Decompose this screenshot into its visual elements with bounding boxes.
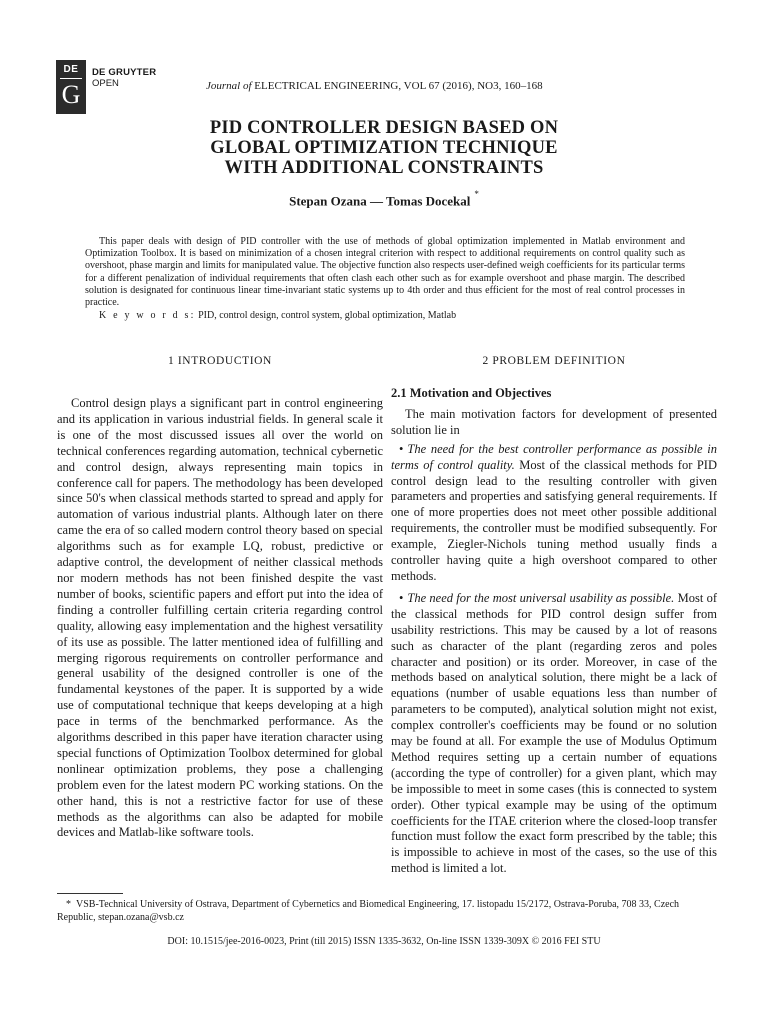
- footnote-divider: [57, 893, 123, 894]
- section-1-body: Control design plays a significant part in control engineering and its application in various industrial fields. In general scale it is one of the most discussed issues all over the world on technical conferences regarding automation, technical cybernetic and control design, always representing main topics in conference call for papers. The methodology has been developed since 50's when classical methods started to spread and apply for automation of various industrial plants. Although later on there came the era of so called modern control theory based on special algorithms such as for example LQ, robust, predictive or adaptive control, the development of neither classical methods nor modern methods has not been finished despite the vast number of books, scientific papers and effort put into the idea of finding a controller fulfilling certain criteria regarding control quality, allowing easy implementation and the highest versatility of its use as possible. The latter mentioned idea of fulfilling and merging rigorous requirements on controller performance and general usability of the designed controller is one of the fundamental keystones of the paper. It is supported by a wide use of computational technique that keeps developing at a high pace in terms of the benchmarked performance. As the algorithms described in this paper have iteration character using special functions of Optimization Toolbox determined for global nonlinear optimization problems, they pose a challenging problem even for the latest modern PC working stations. On the other hand, this is not a restrictive factor for use of these methods as the algorithms can also be adapted for mobile devices and Matlab-like software tools.: [57, 396, 383, 840]
- abstract-text: This paper deals with design of PID controller with the use of methods of global optimization implemented in Matlab environment and Optimization Toolbox. It is based on minimization of a chosen integral criterion with respect to additional requirements on control quality such as overshoot, phase margin and limits for manipulated value. The objective function also respects user-defined weigh coefficients for its particular terms for a different penalization of individual requirements that often clash each other such as for example overshoot and phase margin. The described solution is designated for continuous linear time-invariant static systems up to 4th order and thus efficient for the most of real control processes in practice.: [85, 236, 685, 309]
- abstract: [85, 236, 685, 309]
- right-column: [391, 354, 717, 877]
- left-column: [57, 354, 383, 841]
- authors: [0, 189, 768, 209]
- logo-divider: [60, 78, 82, 79]
- keywords-label: K e y w o r d s:: [99, 310, 196, 321]
- title-line-3: WITH ADDITIONAL CONSTRAINTS: [224, 158, 544, 178]
- paper-title: [0, 118, 768, 178]
- section-1-heading: 1 INTRODUCTION: [168, 355, 272, 367]
- bullet-2-text: Most of the classical methods for PID control design suffer from usability restrictions. This may be caused by a lot of reasons such as character of the plant (regarding zeros and poles character and position) or its order. Moreover, in case of the methods based on analytical solution, there might be a lack of equations (number of usable equations less than number of parameters to be computed), analytical solution might not exist, complex controller's coefficients may be found or no solution may be found at all. For example the use of Modulus Optimum Method requires setting up a certain number of equations (according the type of controller) for a given plant, which may be impossible to meet in some cases (this is connected to system order). Other typical example may be using of the optimum coefficients for the ITAE criterion where the closed-loop transfer function must follow the exact form prescribed by the table; this is impossible to achieve in most of the cases, so the use of this method is limited a lot.: [391, 590, 718, 876]
- bullet-1-text: Most of the classical methods for PID control design lead to the resulting controller with given parameters and properties and satisfying general requirements. If one of more properties does not meet other possible additional requirements, the controller must be modified subsequently. For example, Ziegler-Nichols tuning method usually finds a controller having quite a high overshoot compared to other methods.: [391, 457, 717, 583]
- publisher-open: OPEN: [92, 78, 119, 89]
- bullet-symbol: •: [399, 441, 404, 456]
- keywords-text: PID, control design, control system, global optimization, Matlab: [195, 310, 457, 321]
- bullet-item-usability: [391, 591, 717, 877]
- bullet-1-lead: The need for the best controller performance as possible in terms of control quality.: [391, 441, 717, 472]
- publisher-logo: [56, 60, 86, 114]
- footnote-text: VSB-Technical University of Ostrava, Department of Cybernetics and Biomedical Engineering, 17. listopadu 15/2172, Ostrava-Poruba, 708 33, Czech Republic, stepan.ozana@vsb.cz: [57, 899, 680, 923]
- journal-header: [206, 80, 543, 92]
- journal-info: ELECTRICAL ENGINEERING, VOL 67 (2016), NO3, 160–168: [251, 80, 543, 92]
- subsection-2-1-heading: 2.1 Motivation and Objectives: [391, 386, 552, 400]
- publisher-name-block: [92, 67, 156, 89]
- title-line-1: PID CONTROLLER DESIGN BASED ON: [209, 118, 559, 138]
- bullet-item-performance: [391, 442, 717, 585]
- bullet-symbol: •: [399, 590, 404, 605]
- section-2-intro: The main motivation factors for development of presented solution lie in: [391, 406, 717, 437]
- logo-top-text: DE: [63, 64, 79, 75]
- section-2-heading: 2 PROBLEM DEFINITION: [482, 355, 626, 367]
- footnote: [57, 898, 717, 924]
- logo-bottom-text: G: [61, 80, 81, 109]
- doi-line: DOI: 10.1515/jee-2016-0023, Print (till 2015) ISSN 1335-3632, On-line ISSN 1339-309X © 2016 FEI STU: [167, 936, 601, 947]
- journal-prefix: Journal of: [206, 80, 252, 92]
- bullet-2-lead: The need for the most universal usability as possible.: [407, 590, 675, 605]
- author-footnote-mark: *: [474, 189, 479, 199]
- author-names: Stepan Ozana — Tomas Docekal: [289, 193, 471, 209]
- keywords: [99, 310, 456, 321]
- title-line-2: GLOBAL OPTIMIZATION TECHNIQUE: [210, 138, 558, 158]
- footnote-mark: *: [66, 899, 71, 910]
- publisher-name: DE GRUYTER: [92, 67, 157, 78]
